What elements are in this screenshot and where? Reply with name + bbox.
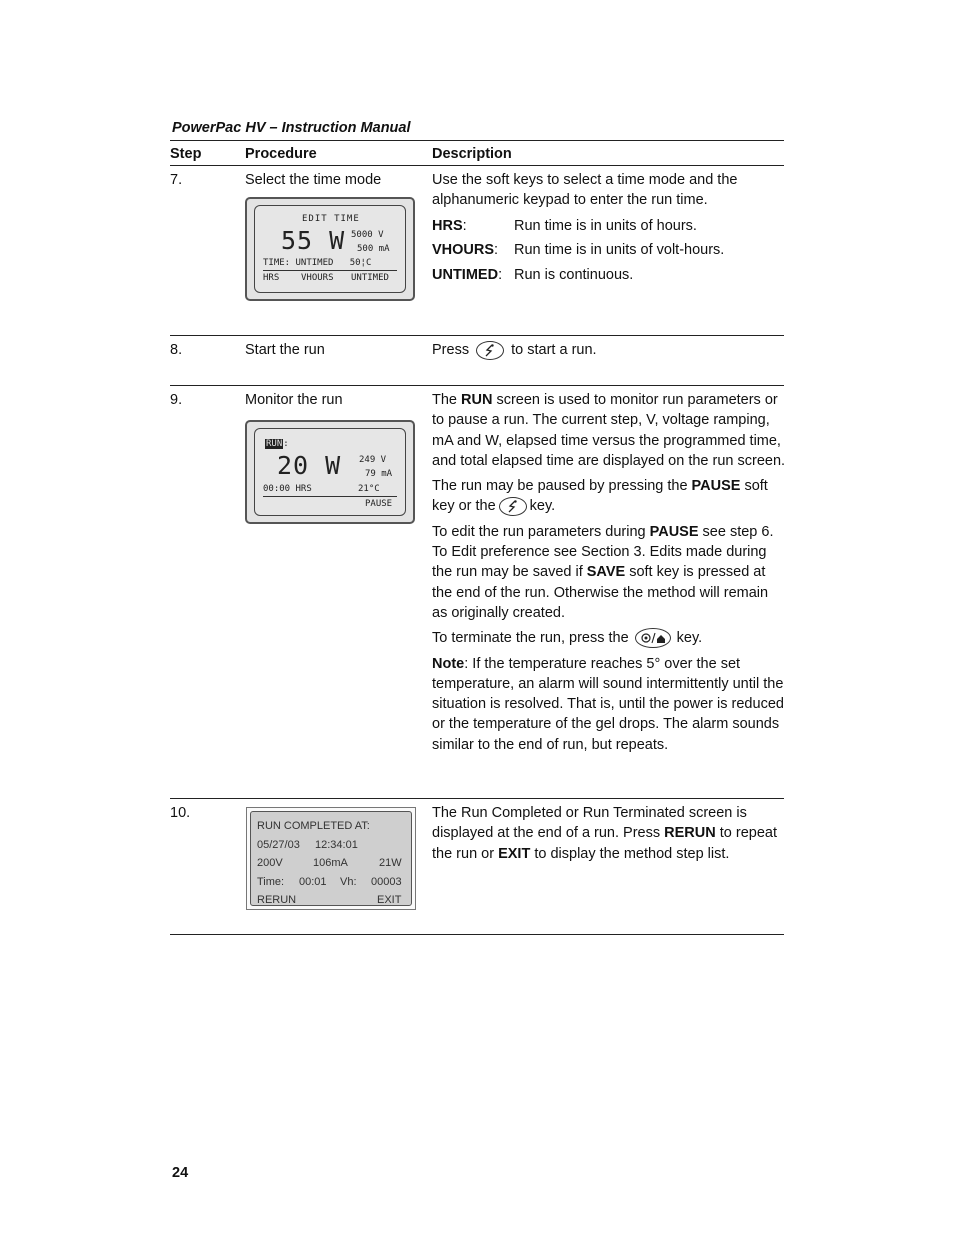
run-tag-text: RUN: [266, 439, 283, 449]
text: The Run Completed or Run Terminated screen is displayed at the end of a run. Press: [432, 805, 747, 842]
lcd-watts: 20 W: [277, 451, 342, 480]
pause-paragraph: [432, 476, 786, 517]
bold-save: SAVE: [586, 564, 626, 581]
definition-text: Run time is in units of volt-hours.: [514, 242, 725, 259]
lcd-divider: [263, 496, 397, 497]
column-header-procedure: Procedure: [245, 146, 317, 162]
step-9-description: [432, 390, 786, 760]
softkey-untimed: UNTIMED: [351, 273, 389, 283]
bold-note: Note: [432, 655, 465, 672]
run-tag-suffix: :: [283, 439, 289, 449]
lcd-date: 05/27/03: [257, 839, 300, 851]
text: key.: [676, 630, 703, 647]
edit-time-screen: [245, 197, 415, 301]
step-8-description: [432, 340, 786, 360]
text: To terminate the run, press the: [432, 630, 629, 647]
page-number: 24: [172, 1165, 189, 1181]
lcd-volts: 249 V: [359, 455, 387, 465]
step-10-description: [432, 803, 786, 869]
column-header-description: Description: [432, 146, 512, 162]
description-intro: Use the soft keys to select a time mode and the alphanumeric keypad to enter the run time.: [432, 172, 738, 209]
term: UNTIMED: [432, 267, 499, 284]
bold-pause: PAUSE: [649, 523, 699, 540]
lcd-elapsed-time: 00:00 HRS: [263, 484, 312, 494]
text: to display the method step list.: [530, 845, 730, 862]
lcd-clock: 12:34:01: [315, 839, 358, 851]
lcd-status: TIME: UNTIMED 50¦C: [263, 258, 372, 268]
text: to repeat the run or: [432, 825, 777, 862]
run-screen: [245, 420, 415, 524]
header-rule: [170, 140, 784, 141]
definition-text: Run is continuous.: [514, 267, 634, 284]
text: : If the temperature reaches 5° over the set temperature, an alarm will sound intermittently until the situation is resolved. That is, until the power is reduced or the temperature of the gel drops. The alarm sounds similar to the end of run, but repeats.: [432, 655, 784, 753]
run-completed-screen: [246, 807, 416, 910]
text: The run may be paused by pressing the: [432, 478, 692, 495]
table-bottom-rule: [170, 934, 784, 935]
term-separator: :: [498, 267, 503, 284]
text: soft key or the: [432, 478, 768, 515]
procedure-text: Start the run: [245, 342, 325, 358]
run-key-icon: [476, 341, 504, 360]
row-divider: [170, 335, 784, 336]
softkey-pause: PAUSE: [365, 499, 393, 509]
lcd-vh-label: Vh:: [340, 876, 357, 888]
term-separator: :: [494, 242, 499, 259]
text: key.: [529, 498, 556, 515]
softkey-vhours: VHOURS: [301, 273, 334, 283]
lcd-watts: 21W: [379, 857, 402, 869]
lcd-milliamps: 79 mA: [365, 469, 393, 479]
text: see step 6. To Edit preference see Section 3. Edits made during the run may be saved if: [432, 523, 774, 581]
lcd-volts: 200V: [257, 857, 283, 869]
text: To edit the run parameters during: [432, 523, 650, 540]
run-screen-paragraph: [432, 390, 786, 471]
definition-hrs: [432, 216, 786, 236]
text: soft key is pressed at the end of the run. Otherwise the method will remain as originally created.: [432, 564, 769, 621]
term: HRS: [432, 217, 463, 234]
lcd-temperature: 21°C: [358, 484, 380, 494]
lcd-vh-value: 00003: [371, 876, 402, 888]
lcd-time-label: Time:: [257, 876, 285, 888]
definition-text: Run time is in units of hours.: [514, 217, 697, 234]
edit-paragraph: [432, 522, 786, 623]
softkey-rerun: RERUN: [257, 894, 297, 906]
bold-exit: EXIT: [498, 845, 531, 862]
start-run-text: to start a run.: [511, 342, 597, 358]
lcd-display: [254, 205, 406, 293]
lcd-watts: 55 W: [281, 226, 346, 255]
step-7-description: [432, 170, 786, 285]
run-completed-paragraph: [432, 803, 786, 864]
lcd-milliamps: 500 mA: [357, 244, 390, 254]
column-header-step: Step: [170, 146, 202, 162]
text: The: [432, 392, 462, 408]
lcd-time-value: 00:01: [299, 876, 327, 888]
lcd-completed-title: RUN COMPLETED AT:: [257, 820, 370, 832]
step-number: 9.: [170, 392, 183, 408]
bold-rerun: RERUN: [664, 825, 716, 842]
manual-title: PowerPac HV – Instruction Manual: [172, 120, 411, 136]
lcd-milliamps: 106mA: [313, 857, 348, 869]
lcd-title: EDIT TIME: [302, 214, 360, 224]
lcd-display: [250, 811, 412, 906]
bold-pause: PAUSE: [691, 478, 741, 495]
term-separator: :: [462, 217, 467, 234]
term: VHOURS: [432, 242, 495, 259]
lcd-volts: 5000 V: [351, 230, 384, 240]
press-label: Press: [432, 342, 470, 358]
softkey-exit: EXIT: [377, 894, 402, 906]
row-divider: [170, 385, 784, 386]
lcd-divider: [263, 270, 397, 271]
step-number: 10.: [170, 805, 191, 821]
run-key-icon: [499, 497, 527, 516]
row-divider: [170, 798, 784, 799]
text: screen is used to monitor run parameters or to pause a run. The current step, V, voltage ramping, mA and W, elapsed time versus the programmed time, and total elapsed time are displayed on the run screen.: [432, 392, 786, 469]
definition-untimed: [432, 265, 786, 285]
terminate-paragraph: [432, 628, 786, 648]
column-header-rule: [170, 165, 784, 166]
note-paragraph: [432, 654, 786, 755]
definition-vhours: [432, 240, 786, 260]
procedure-text: Monitor the run: [245, 392, 343, 408]
softkey-hrs: HRS: [263, 273, 280, 283]
step-number: 8.: [170, 342, 183, 358]
procedure-text: Select the time mode: [245, 172, 382, 188]
lcd-run-tag: [265, 439, 289, 449]
lcd-display: [254, 428, 406, 516]
stop-home-key-icon: [635, 628, 671, 648]
step-number: 7.: [170, 172, 183, 188]
bold-run: RUN: [461, 392, 493, 408]
